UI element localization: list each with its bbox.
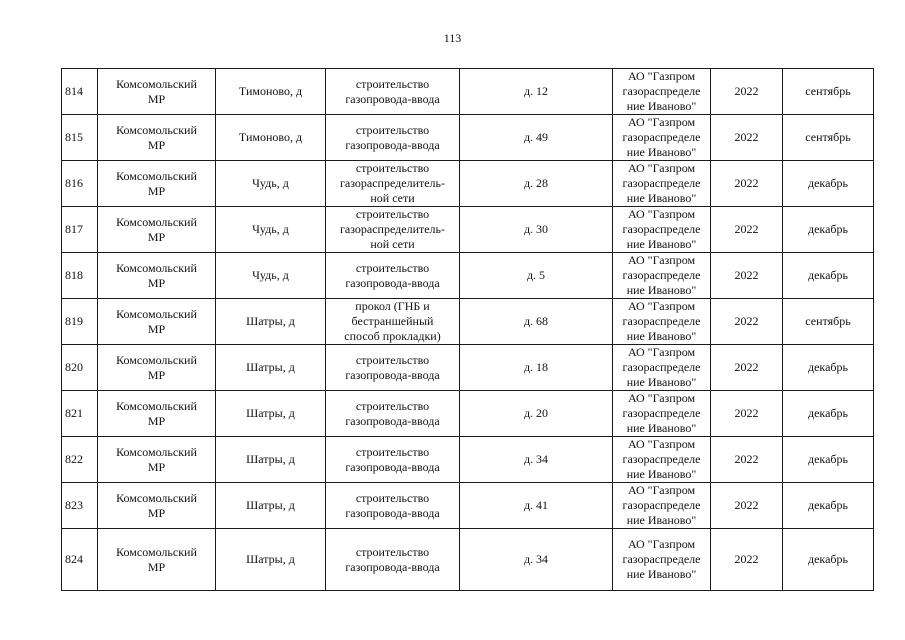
table-row xyxy=(62,483,874,529)
municipality-cell-text: Комсомольский МР xyxy=(116,122,197,152)
table-row xyxy=(62,207,874,253)
address-cell xyxy=(460,161,613,207)
work-type-cell-text: строительство газопровода-ввода xyxy=(345,490,440,520)
row-number xyxy=(62,299,98,345)
locality-cell xyxy=(216,437,326,483)
address-cell xyxy=(460,437,613,483)
organization-cell-text: АО "Газпром газораспределе ние Иваново" xyxy=(622,345,701,389)
municipality-cell-text: Комсомольский МР xyxy=(116,444,197,474)
organization-cell xyxy=(613,391,711,437)
locality-cell-text: Тимоново, д xyxy=(238,130,303,144)
locality-cell-text: Шатры, д xyxy=(246,406,295,420)
table-row xyxy=(62,437,874,483)
organization-cell-text: АО "Газпром газораспределе ние Иваново" xyxy=(622,391,701,435)
address-cell xyxy=(460,483,613,529)
municipality-cell-text: Комсомольский МР xyxy=(116,306,197,336)
table-row xyxy=(62,161,874,207)
work-type-cell-text: прокол (ГНБ и бестраншейный способ прокладки) xyxy=(344,299,441,343)
address-cell-text: д. 34 xyxy=(523,552,549,566)
work-type-cell-text: строительство газопровода-ввода xyxy=(345,260,440,290)
month-cell-text: декабрь xyxy=(808,406,848,420)
work-type-cell-text: строительство газопровода-ввода xyxy=(345,398,440,428)
address-cell-text: д. 34 xyxy=(523,452,549,466)
municipality-cell xyxy=(98,345,216,391)
year-cell xyxy=(711,253,783,299)
address-cell-text: д. 18 xyxy=(523,360,549,374)
locality-cell-text: Чудь, д xyxy=(252,222,289,236)
year-cell-text: 2022 xyxy=(734,84,759,98)
municipality-cell-text: Комсомольский МР xyxy=(116,544,197,574)
month-cell xyxy=(783,299,874,345)
table-row xyxy=(62,529,874,591)
row-number-text: 817 xyxy=(65,222,83,236)
organization-cell xyxy=(613,207,711,253)
locality-cell-text: Шатры, д xyxy=(246,360,295,374)
work-type-cell-text: строительство газопровода-ввода xyxy=(345,122,440,152)
year-cell-text: 2022 xyxy=(734,552,759,566)
organization-cell-text: АО "Газпром газораспределе ние Иваново" xyxy=(622,299,701,343)
month-cell xyxy=(783,391,874,437)
year-cell-text: 2022 xyxy=(734,314,759,328)
locality-cell xyxy=(216,483,326,529)
row-number xyxy=(62,69,98,115)
month-cell xyxy=(783,529,874,591)
month-cell xyxy=(783,69,874,115)
month-cell-text: декабрь xyxy=(808,176,848,190)
locality-cell-text: Шатры, д xyxy=(246,452,295,466)
year-cell xyxy=(711,115,783,161)
work-type-cell xyxy=(326,253,460,299)
month-cell xyxy=(783,437,874,483)
month-cell xyxy=(783,161,874,207)
organization-cell xyxy=(613,115,711,161)
work-type-cell xyxy=(326,161,460,207)
year-cell xyxy=(711,483,783,529)
table-row xyxy=(62,345,874,391)
row-number xyxy=(62,529,98,591)
year-cell-text: 2022 xyxy=(734,452,759,466)
month-cell xyxy=(783,115,874,161)
month-cell xyxy=(783,253,874,299)
row-number xyxy=(62,253,98,299)
row-number xyxy=(62,207,98,253)
year-cell-text: 2022 xyxy=(734,130,759,144)
year-cell xyxy=(711,437,783,483)
year-cell xyxy=(711,161,783,207)
organization-cell-text: АО "Газпром газораспределе ние Иваново" xyxy=(622,253,701,297)
organization-cell-text: АО "Газпром газораспределе ние Иваново" xyxy=(622,483,701,527)
table-row xyxy=(62,253,874,299)
locality-cell-text: Шатры, д xyxy=(246,498,295,512)
address-cell-text: д. 5 xyxy=(526,268,546,282)
work-type-cell xyxy=(326,437,460,483)
locality-cell-text: Шатры, д xyxy=(246,314,295,328)
row-number-text: 824 xyxy=(65,552,83,566)
month-cell xyxy=(783,207,874,253)
row-number-text: 816 xyxy=(65,176,83,190)
organization-cell xyxy=(613,161,711,207)
month-cell xyxy=(783,345,874,391)
address-cell-text: д. 41 xyxy=(523,498,549,512)
municipality-cell-text: Комсомольский МР xyxy=(116,490,197,520)
row-number xyxy=(62,391,98,437)
organization-cell xyxy=(613,69,711,115)
table-row xyxy=(62,115,874,161)
address-cell xyxy=(460,391,613,437)
municipality-cell xyxy=(98,529,216,591)
year-cell-text: 2022 xyxy=(734,360,759,374)
work-type-cell xyxy=(326,299,460,345)
work-type-cell xyxy=(326,483,460,529)
work-type-cell xyxy=(326,115,460,161)
row-number xyxy=(62,345,98,391)
work-type-cell-text: строительство газопровода-ввода xyxy=(345,352,440,382)
row-number xyxy=(62,483,98,529)
row-number-text: 822 xyxy=(65,452,83,466)
address-cell-text: д. 30 xyxy=(523,222,549,236)
month-cell-text: декабрь xyxy=(808,268,848,282)
row-number-text: 820 xyxy=(65,360,83,374)
row-number-text: 821 xyxy=(65,406,83,420)
work-type-cell xyxy=(326,69,460,115)
locality-cell xyxy=(216,253,326,299)
address-cell-text: д. 68 xyxy=(523,314,549,328)
municipality-cell xyxy=(98,391,216,437)
year-cell xyxy=(711,207,783,253)
year-cell-text: 2022 xyxy=(734,498,759,512)
organization-cell-text: АО "Газпром газораспределе ние Иваново" xyxy=(622,69,701,113)
municipality-cell xyxy=(98,299,216,345)
organization-cell-text: АО "Газпром газораспределе ние Иваново" xyxy=(622,437,701,481)
work-type-cell xyxy=(326,391,460,437)
locality-cell xyxy=(216,299,326,345)
municipality-cell xyxy=(98,207,216,253)
month-cell-text: декабрь xyxy=(808,360,848,374)
year-cell-text: 2022 xyxy=(734,406,759,420)
organization-cell xyxy=(613,299,711,345)
row-number xyxy=(62,115,98,161)
row-number-text: 818 xyxy=(65,268,83,282)
address-cell-text: д. 12 xyxy=(523,84,549,98)
locality-cell-text: Чудь, д xyxy=(252,176,289,190)
year-cell xyxy=(711,299,783,345)
row-number xyxy=(62,161,98,207)
organization-cell xyxy=(613,437,711,483)
year-cell-text: 2022 xyxy=(734,222,759,236)
address-cell xyxy=(460,345,613,391)
locality-cell xyxy=(216,161,326,207)
work-type-cell-text: строительство газораспределитель- ной сети xyxy=(339,207,446,251)
address-cell xyxy=(460,207,613,253)
municipality-cell xyxy=(98,483,216,529)
month-cell-text: декабрь xyxy=(808,498,848,512)
address-cell xyxy=(460,115,613,161)
address-cell-text: д. 49 xyxy=(523,130,549,144)
table-row xyxy=(62,391,874,437)
address-cell-text: д. 20 xyxy=(523,406,549,420)
page-number: 113 xyxy=(443,31,462,45)
month-cell xyxy=(783,483,874,529)
month-cell-text: декабрь xyxy=(808,552,848,566)
locality-cell xyxy=(216,115,326,161)
locality-cell-text: Чудь, д xyxy=(252,268,289,282)
municipality-cell-text: Комсомольский МР xyxy=(116,352,197,382)
work-type-cell-text: строительство газопровода-ввода xyxy=(345,444,440,474)
work-type-cell xyxy=(326,345,460,391)
address-cell xyxy=(460,69,613,115)
organization-cell xyxy=(613,483,711,529)
address-cell xyxy=(460,299,613,345)
row-number-text: 823 xyxy=(65,498,83,512)
locality-cell xyxy=(216,345,326,391)
municipality-cell xyxy=(98,253,216,299)
year-cell xyxy=(711,345,783,391)
table-body xyxy=(62,69,874,591)
row-number xyxy=(62,437,98,483)
month-cell-text: сентябрь xyxy=(805,130,851,144)
municipality-cell xyxy=(98,437,216,483)
organization-cell-text: АО "Газпром газораспределе ние Иваново" xyxy=(622,537,701,581)
municipality-cell-text: Комсомольский МР xyxy=(116,76,197,106)
organization-cell xyxy=(613,529,711,591)
table-row xyxy=(62,69,874,115)
year-cell xyxy=(711,391,783,437)
municipality-cell xyxy=(98,115,216,161)
year-cell xyxy=(711,529,783,591)
gasification-table xyxy=(61,68,874,591)
organization-cell-text: АО "Газпром газораспределе ние Иваново" xyxy=(622,161,701,205)
locality-cell-text: Тимоново, д xyxy=(238,84,303,98)
address-cell-text: д. 28 xyxy=(523,176,549,190)
organization-cell-text: АО "Газпром газораспределе ние Иваново" xyxy=(622,115,701,159)
municipality-cell xyxy=(98,69,216,115)
municipality-cell-text: Комсомольский МР xyxy=(116,398,197,428)
organization-cell xyxy=(613,345,711,391)
locality-cell xyxy=(216,529,326,591)
municipality-cell xyxy=(98,161,216,207)
work-type-cell-text: строительство газопровода-ввода xyxy=(345,76,440,106)
organization-cell-text: АО "Газпром газораспределе ние Иваново" xyxy=(622,207,701,251)
year-cell-text: 2022 xyxy=(734,176,759,190)
year-cell xyxy=(711,69,783,115)
address-cell xyxy=(460,253,613,299)
work-type-cell-text: строительство газопровода-ввода xyxy=(345,544,440,574)
locality-cell xyxy=(216,391,326,437)
locality-cell xyxy=(216,69,326,115)
month-cell-text: декабрь xyxy=(808,452,848,466)
address-cell xyxy=(460,529,613,591)
year-cell-text: 2022 xyxy=(734,268,759,282)
municipality-cell-text: Комсомольский МР xyxy=(116,260,197,290)
month-cell-text: сентябрь xyxy=(805,314,851,328)
row-number-text: 814 xyxy=(65,84,83,98)
municipality-cell-text: Комсомольский МР xyxy=(116,214,197,244)
work-type-cell xyxy=(326,207,460,253)
row-number-text: 815 xyxy=(65,130,83,144)
municipality-cell-text: Комсомольский МР xyxy=(116,168,197,198)
locality-cell-text: Шатры, д xyxy=(246,552,295,566)
table-row xyxy=(62,299,874,345)
row-number-text: 819 xyxy=(65,314,83,328)
month-cell-text: декабрь xyxy=(808,222,848,236)
organization-cell xyxy=(613,253,711,299)
month-cell-text: сентябрь xyxy=(805,84,851,98)
locality-cell xyxy=(216,207,326,253)
work-type-cell xyxy=(326,529,460,591)
work-type-cell-text: строительство газораспределитель- ной сети xyxy=(339,161,446,205)
